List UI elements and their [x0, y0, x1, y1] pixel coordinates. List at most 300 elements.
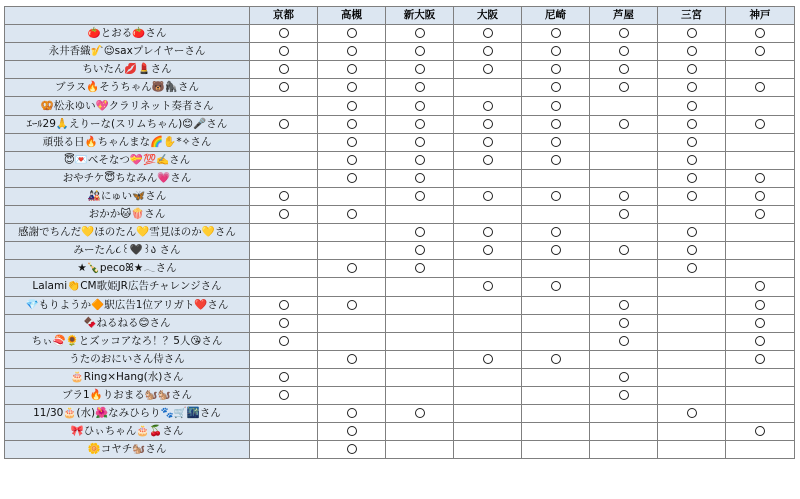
schedule-cell — [590, 296, 658, 314]
schedule-cell — [658, 187, 726, 205]
schedule-cell — [590, 242, 658, 260]
table-row — [5, 332, 795, 350]
circle-mark-icon — [279, 46, 289, 56]
schedule-cell — [250, 350, 318, 368]
schedule-cell — [318, 242, 386, 260]
schedule-cell — [386, 405, 454, 423]
schedule-table — [4, 6, 795, 459]
schedule-cell — [454, 61, 522, 79]
schedule-cell — [658, 296, 726, 314]
circle-mark-icon — [619, 336, 629, 346]
circle-mark-icon — [687, 82, 697, 92]
schedule-cell — [250, 423, 318, 441]
schedule-cell — [726, 368, 795, 386]
schedule-cell — [250, 115, 318, 133]
schedule-cell — [726, 133, 795, 151]
schedule-cell — [590, 97, 658, 115]
circle-mark-icon — [279, 119, 289, 129]
circle-mark-icon — [619, 318, 629, 328]
schedule-cell — [454, 441, 522, 459]
schedule-cell — [590, 278, 658, 296]
schedule-cell — [386, 25, 454, 43]
schedule-cell — [318, 278, 386, 296]
performer-name: 🍅とおる🍅さん — [5, 25, 250, 43]
schedule-cell — [522, 25, 590, 43]
schedule-cell — [726, 79, 795, 97]
schedule-cell — [318, 386, 386, 404]
schedule-cell — [590, 368, 658, 386]
circle-mark-icon — [551, 191, 561, 201]
schedule-cell — [590, 115, 658, 133]
circle-mark-icon — [279, 300, 289, 310]
schedule-cell — [522, 97, 590, 115]
schedule-cell — [386, 224, 454, 242]
performer-name: 感謝でちんだ💛ほのたん💛雪見ほのか💛さん — [5, 224, 250, 242]
table-row — [5, 79, 795, 97]
schedule-cell — [386, 314, 454, 332]
table-row — [5, 61, 795, 79]
schedule-cell — [318, 151, 386, 169]
circle-mark-icon — [415, 155, 425, 165]
performer-name: 🌼コヤチ🐿️さん — [5, 441, 250, 459]
table-row — [5, 260, 795, 278]
circle-mark-icon — [279, 318, 289, 328]
table-row — [5, 224, 795, 242]
circle-mark-icon — [347, 101, 357, 111]
schedule-cell — [318, 79, 386, 97]
circle-mark-icon — [687, 137, 697, 147]
performer-name: おやチケ😇ちなみん💗さん — [5, 169, 250, 187]
circle-mark-icon — [687, 101, 697, 111]
schedule-cell — [454, 260, 522, 278]
circle-mark-icon — [483, 354, 493, 364]
schedule-cell — [250, 242, 318, 260]
schedule-cell — [318, 206, 386, 224]
schedule-cell — [318, 368, 386, 386]
circle-mark-icon — [347, 426, 357, 436]
circle-mark-icon — [551, 281, 561, 291]
circle-mark-icon — [347, 119, 357, 129]
schedule-cell — [590, 441, 658, 459]
schedule-cell — [590, 169, 658, 187]
circle-mark-icon — [347, 263, 357, 273]
performer-name: ちぃ🍣🌻とズッコアなろ！？5人😘さん — [5, 332, 250, 350]
table-row — [5, 187, 795, 205]
schedule-cell — [522, 386, 590, 404]
table-row — [5, 296, 795, 314]
circle-mark-icon — [483, 191, 493, 201]
circle-mark-icon — [619, 82, 629, 92]
schedule-cell — [726, 314, 795, 332]
circle-mark-icon — [415, 64, 425, 74]
schedule-cell — [522, 405, 590, 423]
circle-mark-icon — [415, 46, 425, 56]
schedule-cell — [658, 423, 726, 441]
circle-mark-icon — [687, 28, 697, 38]
schedule-cell — [318, 405, 386, 423]
circle-mark-icon — [619, 390, 629, 400]
schedule-cell — [250, 441, 318, 459]
schedule-cell — [726, 206, 795, 224]
table-row — [5, 314, 795, 332]
circle-mark-icon — [755, 354, 765, 364]
schedule-cell — [658, 224, 726, 242]
table-row — [5, 350, 795, 368]
schedule-cell — [250, 405, 318, 423]
schedule-cell — [522, 169, 590, 187]
schedule-cell — [658, 43, 726, 61]
schedule-cell — [318, 224, 386, 242]
schedule-cell — [658, 97, 726, 115]
schedule-cell — [386, 386, 454, 404]
schedule-cell — [386, 296, 454, 314]
schedule-cell — [318, 43, 386, 61]
schedule-cell — [318, 332, 386, 350]
performer-name: ｴｰﾙ29🙏えりーな(スリムちゃん)😊🎤さん — [5, 115, 250, 133]
circle-mark-icon — [347, 28, 357, 38]
table-row — [5, 43, 795, 61]
circle-mark-icon — [347, 46, 357, 56]
station-header: 芦屋 — [590, 7, 658, 25]
schedule-cell — [454, 242, 522, 260]
schedule-cell — [658, 405, 726, 423]
schedule-cell — [522, 206, 590, 224]
schedule-cell — [386, 350, 454, 368]
schedule-cell — [318, 97, 386, 115]
schedule-cell — [454, 43, 522, 61]
schedule-cell — [454, 151, 522, 169]
schedule-cell — [318, 350, 386, 368]
schedule-cell — [590, 350, 658, 368]
performer-name: おかか🐱🍿さん — [5, 206, 250, 224]
performer-name: 🥨松永ゆい💖クラリネット奏者さん — [5, 97, 250, 115]
schedule-cell — [726, 423, 795, 441]
schedule-cell — [318, 423, 386, 441]
circle-mark-icon — [687, 191, 697, 201]
schedule-cell — [522, 133, 590, 151]
schedule-cell — [522, 115, 590, 133]
schedule-cell — [590, 332, 658, 350]
schedule-cell — [522, 43, 590, 61]
schedule-cell — [454, 25, 522, 43]
schedule-cell — [386, 332, 454, 350]
performer-name: ブラ1🔥りおまる🐿️🐿️さん — [5, 386, 250, 404]
schedule-cell — [590, 61, 658, 79]
circle-mark-icon — [483, 227, 493, 237]
circle-mark-icon — [755, 82, 765, 92]
schedule-cell — [658, 278, 726, 296]
schedule-cell — [250, 296, 318, 314]
schedule-cell — [386, 187, 454, 205]
schedule-cell — [386, 61, 454, 79]
schedule-cell — [522, 296, 590, 314]
circle-mark-icon — [415, 119, 425, 129]
circle-mark-icon — [415, 227, 425, 237]
performer-name: 11/30🎂(水)🌺なみひらり🐾🛒🌃さん — [5, 405, 250, 423]
schedule-cell — [522, 423, 590, 441]
circle-mark-icon — [619, 209, 629, 219]
circle-mark-icon — [619, 191, 629, 201]
circle-mark-icon — [551, 227, 561, 237]
circle-mark-icon — [687, 119, 697, 129]
circle-mark-icon — [755, 318, 765, 328]
schedule-cell — [250, 368, 318, 386]
schedule-cell — [590, 25, 658, 43]
schedule-cell — [658, 332, 726, 350]
circle-mark-icon — [483, 245, 493, 255]
circle-mark-icon — [347, 137, 357, 147]
schedule-cell — [386, 368, 454, 386]
station-header: 神戸 — [726, 7, 795, 25]
schedule-cell — [658, 314, 726, 332]
schedule-cell — [454, 79, 522, 97]
schedule-cell — [658, 169, 726, 187]
circle-mark-icon — [415, 191, 425, 201]
schedule-cell — [726, 278, 795, 296]
circle-mark-icon — [755, 336, 765, 346]
schedule-cell — [386, 97, 454, 115]
schedule-cell — [590, 79, 658, 97]
circle-mark-icon — [415, 173, 425, 183]
schedule-cell — [726, 332, 795, 350]
schedule-cell — [726, 350, 795, 368]
schedule-cell — [590, 187, 658, 205]
circle-mark-icon — [483, 101, 493, 111]
schedule-cell — [522, 278, 590, 296]
circle-mark-icon — [347, 64, 357, 74]
schedule-cell — [250, 314, 318, 332]
schedule-cell — [522, 224, 590, 242]
performer-name: Lalami👏CM歌姫JR広告チャレンジさん — [5, 278, 250, 296]
circle-mark-icon — [755, 426, 765, 436]
circle-mark-icon — [551, 245, 561, 255]
schedule-cell — [726, 151, 795, 169]
schedule-cell — [318, 314, 386, 332]
circle-mark-icon — [551, 82, 561, 92]
performer-name: 🎂Ring×Hang(水)さん — [5, 368, 250, 386]
performer-name: みーたん૮꒰🖤꒱ა さん — [5, 242, 250, 260]
performer-name: 永井香織🎷😉saxプレイヤーさん — [5, 43, 250, 61]
schedule-cell — [658, 206, 726, 224]
circle-mark-icon — [755, 191, 765, 201]
schedule-cell — [250, 386, 318, 404]
table-row — [5, 115, 795, 133]
schedule-cell — [522, 260, 590, 278]
schedule-cell — [250, 97, 318, 115]
schedule-cell — [658, 368, 726, 386]
schedule-cell — [590, 423, 658, 441]
schedule-cell — [590, 43, 658, 61]
schedule-cell — [726, 441, 795, 459]
schedule-cell — [386, 43, 454, 61]
circle-mark-icon — [755, 281, 765, 291]
performer-name: 🎎にゅい🦋さん — [5, 187, 250, 205]
performer-name: ブラス🔥そうちゃん🐻🦍さん — [5, 79, 250, 97]
station-header: 新大阪 — [386, 7, 454, 25]
schedule-cell — [250, 224, 318, 242]
circle-mark-icon — [483, 137, 493, 147]
schedule-cell — [386, 133, 454, 151]
schedule-cell — [454, 115, 522, 133]
schedule-cell — [590, 405, 658, 423]
schedule-cell — [250, 79, 318, 97]
circle-mark-icon — [279, 209, 289, 219]
schedule-cell — [250, 133, 318, 151]
schedule-cell — [726, 296, 795, 314]
schedule-cell — [726, 405, 795, 423]
schedule-cell — [658, 133, 726, 151]
circle-mark-icon — [279, 82, 289, 92]
table-row — [5, 368, 795, 386]
schedule-cell — [590, 314, 658, 332]
schedule-cell — [454, 423, 522, 441]
performer-name: 🍫ねるねる😊さん — [5, 314, 250, 332]
station-header: 京都 — [250, 7, 318, 25]
schedule-cell — [658, 25, 726, 43]
circle-mark-icon — [551, 137, 561, 147]
schedule-cell — [250, 332, 318, 350]
schedule-cell — [250, 206, 318, 224]
circle-mark-icon — [279, 390, 289, 400]
schedule-cell — [590, 260, 658, 278]
schedule-cell — [318, 115, 386, 133]
schedule-cell — [726, 169, 795, 187]
schedule-cell — [726, 43, 795, 61]
circle-mark-icon — [619, 372, 629, 382]
schedule-cell — [454, 405, 522, 423]
table-row — [5, 133, 795, 151]
schedule-cell — [318, 187, 386, 205]
schedule-cell — [386, 151, 454, 169]
circle-mark-icon — [279, 372, 289, 382]
station-header: 高槻 — [318, 7, 386, 25]
station-header: 大阪 — [454, 7, 522, 25]
schedule-cell — [726, 260, 795, 278]
circle-mark-icon — [551, 101, 561, 111]
schedule-cell — [386, 115, 454, 133]
schedule-cell — [726, 97, 795, 115]
schedule-cell — [590, 386, 658, 404]
table-row — [5, 97, 795, 115]
circle-mark-icon — [687, 46, 697, 56]
schedule-cell — [590, 206, 658, 224]
performer-name: うたのおにいさん侍さん — [5, 350, 250, 368]
schedule-cell — [726, 115, 795, 133]
circle-mark-icon — [551, 64, 561, 74]
schedule-cell — [250, 151, 318, 169]
schedule-cell — [318, 296, 386, 314]
station-header: 三宮 — [658, 7, 726, 25]
schedule-cell — [522, 368, 590, 386]
circle-mark-icon — [755, 46, 765, 56]
circle-mark-icon — [551, 28, 561, 38]
corner-cell — [5, 7, 250, 25]
performer-name: 頑張る日🔥ちゃんまな🌈✋*✧さん — [5, 133, 250, 151]
schedule-cell — [454, 386, 522, 404]
circle-mark-icon — [551, 46, 561, 56]
schedule-cell — [658, 61, 726, 79]
schedule-cell — [726, 187, 795, 205]
schedule-cell — [454, 97, 522, 115]
circle-mark-icon — [755, 119, 765, 129]
schedule-cell — [658, 151, 726, 169]
header-row — [5, 7, 795, 25]
table-row — [5, 278, 795, 296]
circle-mark-icon — [347, 82, 357, 92]
table-row — [5, 441, 795, 459]
circle-mark-icon — [483, 64, 493, 74]
schedule-cell — [386, 169, 454, 187]
circle-mark-icon — [279, 191, 289, 201]
circle-mark-icon — [415, 28, 425, 38]
circle-mark-icon — [551, 155, 561, 165]
schedule-cell — [658, 441, 726, 459]
performer-name: ちいたん💋💄さん — [5, 61, 250, 79]
circle-mark-icon — [687, 245, 697, 255]
circle-mark-icon — [551, 119, 561, 129]
schedule-cell — [386, 242, 454, 260]
circle-mark-icon — [483, 119, 493, 129]
schedule-cell — [726, 224, 795, 242]
schedule-cell — [522, 350, 590, 368]
schedule-cell — [250, 61, 318, 79]
schedule-cell — [454, 350, 522, 368]
schedule-cell — [590, 133, 658, 151]
performer-name: 💎もりようか🔶駅広告1位アリガト❤️さん — [5, 296, 250, 314]
schedule-cell — [386, 278, 454, 296]
schedule-cell — [522, 79, 590, 97]
table-row — [5, 169, 795, 187]
circle-mark-icon — [415, 408, 425, 418]
schedule-cell — [726, 61, 795, 79]
circle-mark-icon — [279, 336, 289, 346]
schedule-cell — [386, 206, 454, 224]
schedule-cell — [726, 242, 795, 260]
schedule-cell — [522, 441, 590, 459]
schedule-cell — [726, 386, 795, 404]
schedule-cell — [454, 187, 522, 205]
circle-mark-icon — [687, 155, 697, 165]
circle-mark-icon — [619, 119, 629, 129]
performer-name: 😇💌べそなつ💝💯✍️さん — [5, 151, 250, 169]
circle-mark-icon — [347, 173, 357, 183]
table-row — [5, 242, 795, 260]
table-row — [5, 405, 795, 423]
schedule-cell — [658, 350, 726, 368]
schedule-cell — [318, 441, 386, 459]
schedule-cell — [318, 169, 386, 187]
schedule-cell — [318, 260, 386, 278]
schedule-cell — [454, 296, 522, 314]
schedule-cell — [386, 260, 454, 278]
circle-mark-icon — [347, 300, 357, 310]
schedule-cell — [454, 169, 522, 187]
table-row — [5, 386, 795, 404]
performer-name: 🎀ひぃちゃん🎂🍒さん — [5, 423, 250, 441]
circle-mark-icon — [279, 28, 289, 38]
schedule-cell — [386, 441, 454, 459]
circle-mark-icon — [619, 300, 629, 310]
circle-mark-icon — [483, 28, 493, 38]
schedule-cell — [454, 206, 522, 224]
schedule-cell — [658, 260, 726, 278]
circle-mark-icon — [619, 28, 629, 38]
schedule-cell — [250, 278, 318, 296]
schedule-cell — [658, 115, 726, 133]
schedule-cell — [522, 61, 590, 79]
circle-mark-icon — [347, 155, 357, 165]
circle-mark-icon — [687, 64, 697, 74]
